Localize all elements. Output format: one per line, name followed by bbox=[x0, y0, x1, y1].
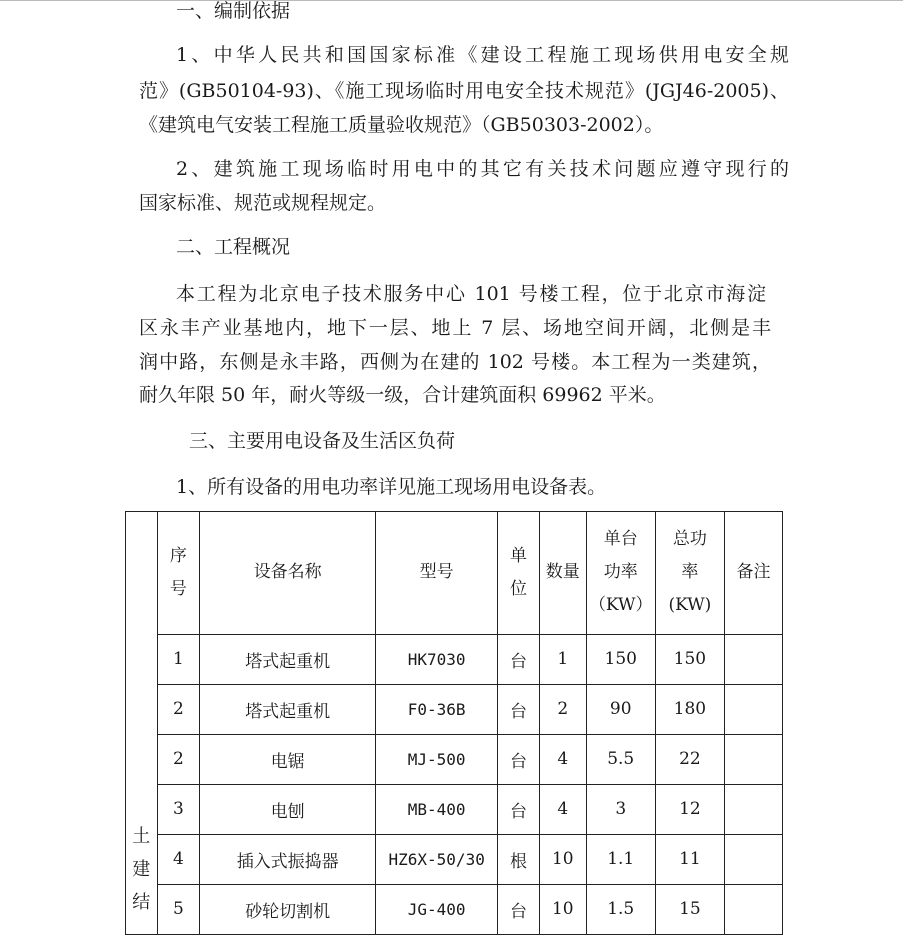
header-model: 型号 bbox=[376, 512, 498, 635]
header-total-power-line: 总功 bbox=[672, 529, 707, 550]
cell-total-power: 11 bbox=[655, 834, 724, 884]
cell-remark bbox=[724, 834, 782, 884]
header-qty: 数量 bbox=[539, 512, 586, 635]
category-char: 土 bbox=[132, 826, 151, 847]
header-remark: 备注 bbox=[724, 512, 782, 635]
table-row bbox=[126, 884, 783, 934]
section-2-para-line-4: 耐久年限 50 年，耐火等级一级，合计建筑面积 69962 平米。 bbox=[139, 384, 666, 406]
header-seq bbox=[157, 512, 200, 635]
category-char: 建 bbox=[132, 859, 151, 880]
cell-seq: 5 bbox=[157, 884, 200, 934]
cell-unit-power: 150 bbox=[586, 634, 655, 684]
table-row bbox=[126, 734, 783, 784]
table-row bbox=[126, 784, 783, 834]
cell-unit-power: 3 bbox=[586, 784, 655, 834]
section-1-para-2-line-1: 2、建筑施工现场临时用电中的其它有关技术问题应遵守现行的 bbox=[176, 158, 789, 180]
cell-unit: 台 bbox=[498, 684, 540, 734]
section-1-para-1-line-3: 《建筑电气安装工程施工质量验收规范》（GB50303-2002）。 bbox=[139, 114, 664, 136]
cell-remark bbox=[724, 734, 782, 784]
cell-name: 塔式起重机 bbox=[200, 634, 376, 684]
cell-model: JG-400 bbox=[376, 884, 498, 934]
cell-seq: 3 bbox=[157, 784, 200, 834]
category-cell bbox=[126, 512, 158, 935]
header-total-power bbox=[655, 512, 724, 635]
header-seq-line: 号 bbox=[169, 578, 187, 599]
table-row bbox=[126, 684, 783, 734]
header-unit-power-line: 单台 bbox=[603, 529, 638, 550]
cell-model: HZ6X-50/30 bbox=[376, 834, 498, 884]
section-1-heading: 一、编制依据 bbox=[176, 0, 291, 22]
cell-name: 塔式起重机 bbox=[200, 684, 376, 734]
section-2-para-line-3: 润中路，东侧是永丰路，西侧为在建的 102 号楼。本工程为一类建筑， bbox=[139, 351, 771, 373]
cell-name: 电刨 bbox=[200, 784, 376, 834]
cell-total-power: 22 bbox=[655, 734, 724, 784]
header-unit-power bbox=[586, 512, 655, 635]
header-unit-line: 位 bbox=[510, 578, 528, 599]
cell-name: 砂轮切割机 bbox=[200, 884, 376, 934]
cell-qty: 1 bbox=[539, 634, 586, 684]
cell-remark bbox=[724, 884, 782, 934]
section-3-para: 1、所有设备的用电功率详见施工现场用电设备表。 bbox=[176, 476, 607, 498]
table-header-row bbox=[126, 512, 783, 635]
cell-name: 电锯 bbox=[200, 734, 376, 784]
header-unit-power-line: 功率 bbox=[603, 562, 638, 583]
cell-unit-power: 5.5 bbox=[586, 734, 655, 784]
section-1-para-2-line-2: 国家标准、规范或规程规定。 bbox=[139, 192, 387, 214]
cell-total-power: 15 bbox=[655, 884, 724, 934]
cell-model: MB-400 bbox=[376, 784, 498, 834]
header-total-power-line: 率 bbox=[681, 562, 699, 583]
cell-model: MJ-500 bbox=[376, 734, 498, 784]
section-2-heading: 二、工程概况 bbox=[176, 236, 291, 258]
section-2-para-line-1: 本工程为北京电子技术服务中心 101 号楼工程，位于北京市海淀 bbox=[176, 283, 766, 305]
cell-qty: 4 bbox=[539, 784, 586, 834]
header-seq-line: 序 bbox=[169, 545, 187, 566]
category-char: 结 bbox=[132, 892, 151, 913]
cell-seq: 2 bbox=[157, 684, 200, 734]
cell-unit: 根 bbox=[498, 834, 540, 884]
equipment-table bbox=[125, 511, 783, 935]
cell-remark bbox=[724, 684, 782, 734]
table-row bbox=[126, 834, 783, 884]
cell-remark bbox=[724, 634, 782, 684]
cell-unit-power: 1.1 bbox=[586, 834, 655, 884]
cell-model: F0-36B bbox=[376, 684, 498, 734]
header-unit bbox=[498, 512, 540, 635]
cell-seq: 1 bbox=[157, 634, 200, 684]
cell-name: 插入式振捣器 bbox=[200, 834, 376, 884]
cell-qty: 10 bbox=[539, 834, 586, 884]
section-2-para-line-2: 区永丰产业基地内，地下一层、地上 7 层、场地空间开阔，北侧是丰 bbox=[139, 317, 771, 339]
section-1-para-1-line-2: 范》(GB50104-93)、《施工现场临时用电安全技术规范》(JGJ46-2005)、 bbox=[139, 80, 789, 102]
cell-unit-power: 1.5 bbox=[586, 884, 655, 934]
cell-seq: 4 bbox=[157, 834, 200, 884]
cell-unit-power: 90 bbox=[586, 684, 655, 734]
cell-qty: 10 bbox=[539, 884, 586, 934]
cell-total-power: 150 bbox=[655, 634, 724, 684]
cell-seq: 2 bbox=[157, 734, 200, 784]
table-row bbox=[126, 634, 783, 684]
header-name: 设备名称 bbox=[200, 512, 376, 635]
header-total-power-line: (KW) bbox=[668, 595, 712, 616]
cell-qty: 2 bbox=[539, 684, 586, 734]
cell-unit: 台 bbox=[498, 634, 540, 684]
cell-total-power: 12 bbox=[655, 784, 724, 834]
cell-model: HK7030 bbox=[376, 634, 498, 684]
cell-unit: 台 bbox=[498, 884, 540, 934]
cell-unit: 台 bbox=[498, 784, 540, 834]
section-3-heading: 三、主要用电设备及生活区负荷 bbox=[189, 430, 456, 452]
header-unit-line: 单 bbox=[510, 545, 528, 566]
section-1-para-1-line-1: 1、中华人民共和国国家标准《建设工程施工现场供用电安全规 bbox=[176, 44, 789, 66]
cell-unit: 台 bbox=[498, 734, 540, 784]
cell-total-power: 180 bbox=[655, 684, 724, 734]
cell-qty: 4 bbox=[539, 734, 586, 784]
cell-remark bbox=[724, 784, 782, 834]
header-unit-power-line: （KW） bbox=[588, 595, 653, 616]
